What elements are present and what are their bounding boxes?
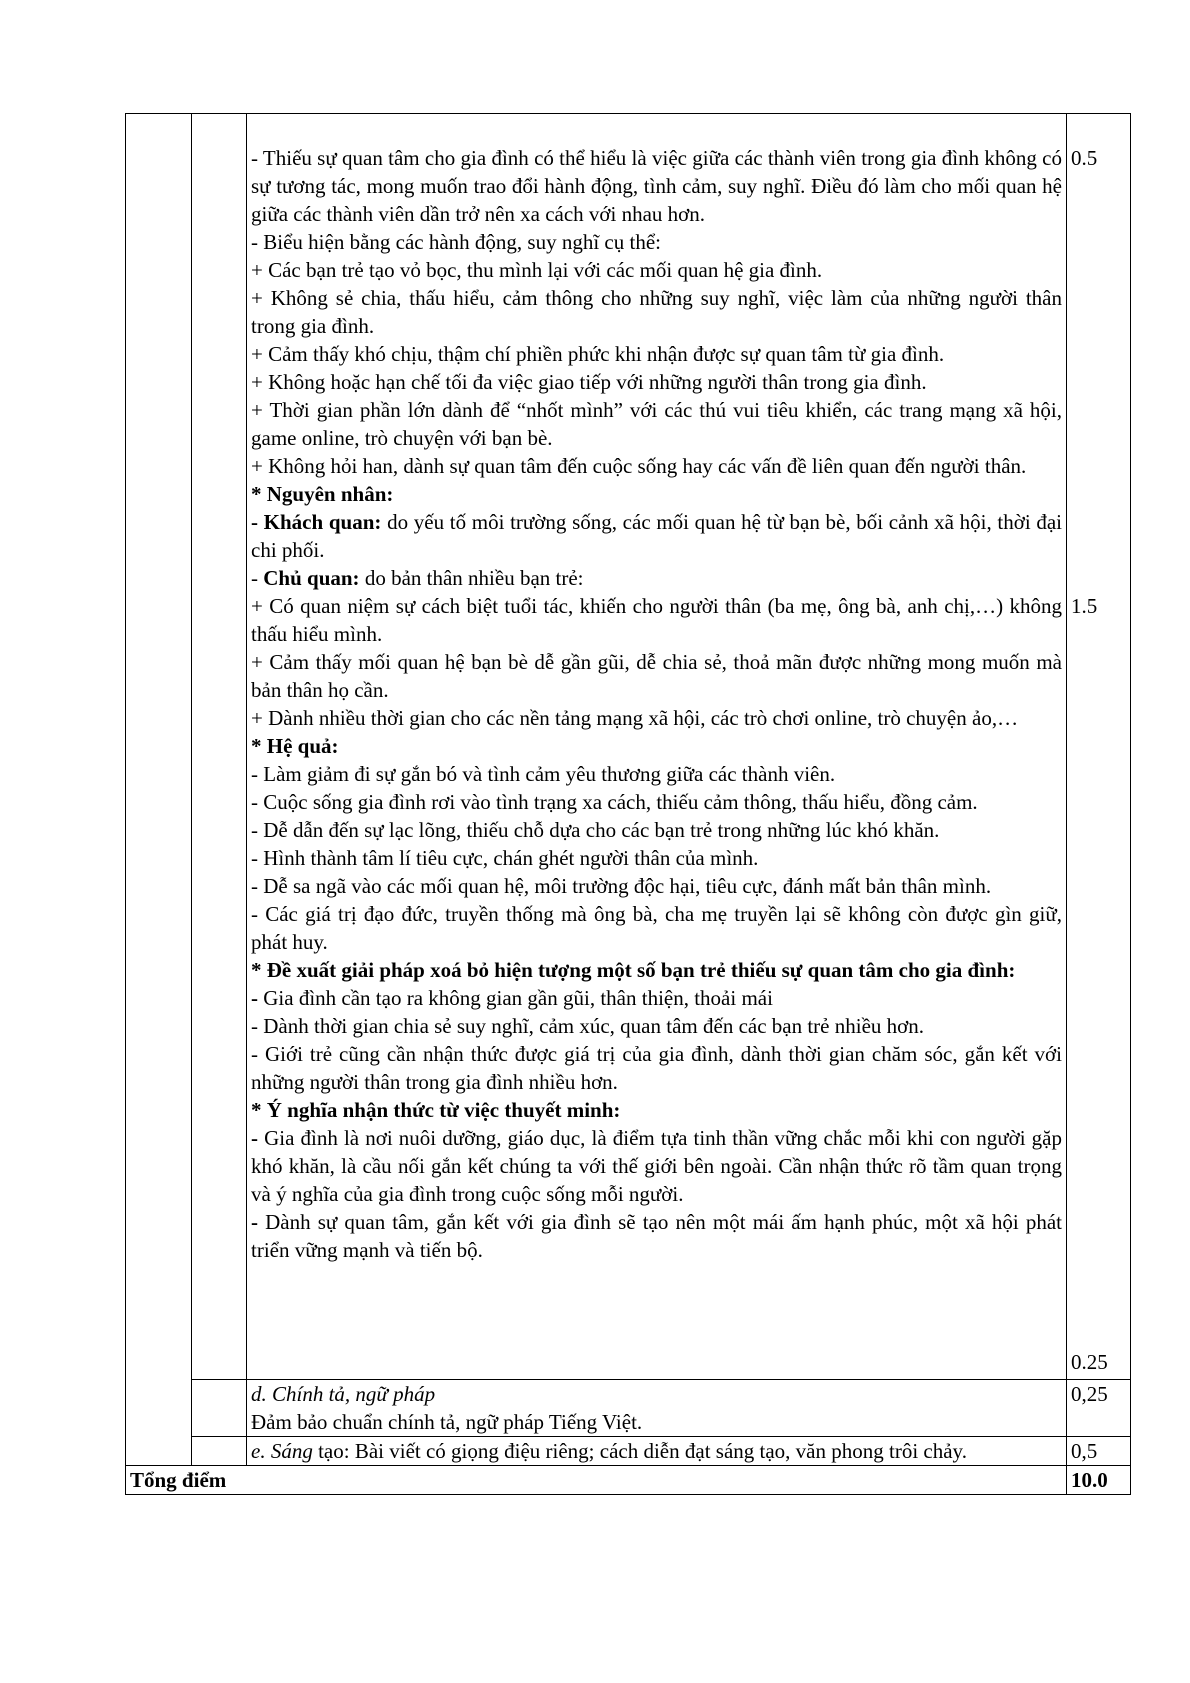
line-text: + Thời gian phần lớn dành để “nhốt mình” với các thú vui tiêu khiển, các trang mạng xã hội, game online, trò chuyện với bạn bè. (251, 398, 1062, 450)
criterion-title: d. Chính tả, ngữ pháp (251, 1382, 436, 1406)
content-line (251, 480, 1062, 508)
content-line (251, 760, 1062, 788)
content-line (251, 368, 1062, 396)
line-text: - Các giá trị đạo đức, truyền thống mà ông bà, cha mẹ truyền lại sẽ không còn được gìn giữ, phát huy. (251, 902, 1062, 954)
content-line (251, 256, 1062, 284)
content-line (251, 144, 1062, 228)
content-line (251, 1012, 1062, 1040)
line-text: - (251, 146, 258, 170)
bold-text: * Ý nghĩa nhận thức từ việc thuyết minh: (251, 1098, 621, 1122)
content-line (251, 872, 1062, 900)
content-line (251, 228, 1062, 256)
content-line (251, 648, 1062, 704)
empty-cell (192, 1437, 247, 1466)
content-line (251, 788, 1062, 816)
content-line (251, 452, 1062, 480)
bold-text: * Đề xuất giải pháp xoá bỏ hiện tượng một số bạn trẻ thiếu sự quan tâm cho gia đình: (251, 958, 1016, 982)
line-text: + Cảm thấy mối quan hệ bạn bè dễ gần gũi, dễ chia sẻ, thoả mãn được những mong muốn mà bản thân họ cần. (251, 650, 1062, 702)
bold-text: - (251, 1126, 258, 1150)
content-line (251, 704, 1062, 732)
content-line (251, 340, 1062, 368)
criterion-body: tạo: Bài viết có giọng điệu riêng; cách diễn đạt sáng tạo, văn phong trôi chảy. (312, 1439, 967, 1463)
table-row (126, 1437, 1131, 1466)
table-row (126, 114, 1131, 1380)
content-line (251, 900, 1062, 956)
line-text: - Làm giảm đi sự gắn bó và tình cảm yêu thương giữa các thành viên. (251, 762, 836, 786)
line-text: Gia đình cần tạo ra không gian gần gũi, thân thiện, thoải mái (258, 986, 773, 1010)
empty-cell (192, 1380, 247, 1437)
line-text: + Cảm thấy khó chịu, thậm chí phiền phức khi nhận được sự quan tâm từ gia đình. (251, 342, 945, 366)
content-line (251, 564, 1062, 592)
bold-text: - (251, 986, 258, 1010)
empty-cell (126, 114, 192, 1466)
empty-cell (192, 114, 247, 1380)
bold-text: - Khách quan: (251, 510, 382, 534)
content-line (251, 508, 1062, 564)
content-line (251, 1124, 1062, 1208)
line-text: - Dành thời gian chia sẻ suy nghĩ, cảm xúc, quan tâm đến các bạn trẻ nhiều hơn. (251, 1014, 925, 1038)
criterion-title: e. Sáng (251, 1439, 313, 1463)
score-value: 0.5 (1071, 146, 1098, 170)
score-value: 0,5 (1067, 1437, 1131, 1466)
total-label: Tổng điểm (126, 1466, 1067, 1495)
total-score: 10.0 (1067, 1466, 1131, 1495)
line-text: - Cuộc sống gia đình rơi vào tình trạng xa cách, thiếu cảm thông, thấu hiểu, đồng cảm. (251, 790, 978, 814)
score-value: 0.25 (1071, 1350, 1108, 1374)
line-text: do yếu tố môi trường sống, các mối quan hệ từ bạn bè, bối cảnh xã hội, thời đại chi phối. (251, 510, 1062, 562)
line-text: + Không hoặc hạn chế tối đa việc giao tiếp với những người thân trong gia đình. (251, 370, 927, 394)
content-line (251, 984, 1062, 1012)
content-line (251, 1040, 1062, 1096)
total-row (126, 1466, 1131, 1495)
score-column (1067, 114, 1131, 1380)
line-text: - Giới trẻ cũng cần nhận thức được giá trị của gia đình, dành thời gian chăm sóc, gắn kết với những người thân trong gia đình nhiều hơn. (251, 1042, 1062, 1094)
score-value: 0,25 (1067, 1380, 1131, 1437)
line-text: - (251, 230, 258, 254)
line-text: - Dễ sa ngã vào các mối quan hệ, môi trường độc hại, tiêu cực, đánh mất bản thân mình. (251, 874, 992, 898)
content-line (251, 396, 1062, 452)
line-text: - Dễ dẫn đến sự lạc lõng, thiếu chỗ dựa cho các bạn trẻ trong những lúc khó khăn. (251, 818, 940, 842)
bold-text: - (251, 1210, 258, 1234)
line-text: Biểu hiện bằng các hành động, suy nghĩ cụ thể: (258, 230, 661, 254)
line-text: + Có quan niệm sự cách biệt tuổi tác, khiến cho người thân (ba mẹ, ông bà, anh chị,…) không thấu hiểu mình. (251, 594, 1062, 646)
criterion-cell (247, 1437, 1067, 1466)
content-line (251, 592, 1062, 648)
line-text: do bản thân nhiều bạn trẻ: (359, 566, 584, 590)
line-text: + Không sẻ chia, thấu hiểu, cảm thông cho những suy nghĩ, việc làm của những người thân trong gia đình. (251, 286, 1062, 338)
content-line (251, 732, 1062, 760)
content-line (251, 284, 1062, 340)
criterion-cell (247, 1380, 1067, 1437)
line-text: Thiếu sự quan tâm cho gia đình có thể hiểu là việc giữa các thành viên trong gia đình không có sự tương tác, mong muốn trao đổi hành động, tình cảm, suy nghĩ. Điều đó làm cho mối quan hệ giữa các thành viên dần trở nên xa cách với nhau hơn. (251, 146, 1062, 226)
content-line (251, 1096, 1062, 1124)
content-line (251, 844, 1062, 872)
line-text: + Dành nhiều thời gian cho các nền tảng mạng xã hội, các trò chơi online, trò chuyện ảo,… (251, 706, 1019, 730)
content-line (251, 956, 1062, 984)
content-line (251, 816, 1062, 844)
line-text: + Không hỏi han, dành sự quan tâm đến cuộc sống hay các vấn đề liên quan đến người thân. (251, 454, 1027, 478)
answer-content (247, 114, 1067, 1380)
bold-text: * Hệ quả: (251, 734, 339, 758)
line-text: Dành sự quan tâm, gắn kết với gia đình sẽ tạo nên một mái ấm hạnh phúc, một xã hội phát triển vững mạnh và tiến bộ. (251, 1210, 1062, 1262)
score-value: 1.5 (1071, 594, 1098, 618)
criterion-body: Đảm bảo chuẩn chính tả, ngữ pháp Tiếng Việt. (251, 1410, 643, 1434)
table-row (126, 1380, 1131, 1437)
bold-text: * Nguyên nhân: (251, 482, 394, 506)
line-text: - (251, 566, 264, 590)
rubric-table (125, 113, 1131, 1495)
line-text: Gia đình là nơi nuôi dưỡng, giáo dục, là điểm tựa tinh thần vững chắc mỗi khi con người gặp khó khăn, là cầu nối gắn kết chúng ta với thế giới bên ngoài. Cần nhận thức rõ tầm quan trọng và ý nghĩa của gia đình trong cuộc sống mỗi người. (251, 1126, 1062, 1206)
line-text: - Hình thành tâm lí tiêu cực, chán ghét người thân của mình. (251, 846, 759, 870)
content-line (251, 1208, 1062, 1264)
bold-text: Chủ quan: (263, 566, 360, 590)
line-text: + Các bạn trẻ tạo vỏ bọc, thu mình lại với các mối quan hệ gia đình. (251, 258, 823, 282)
